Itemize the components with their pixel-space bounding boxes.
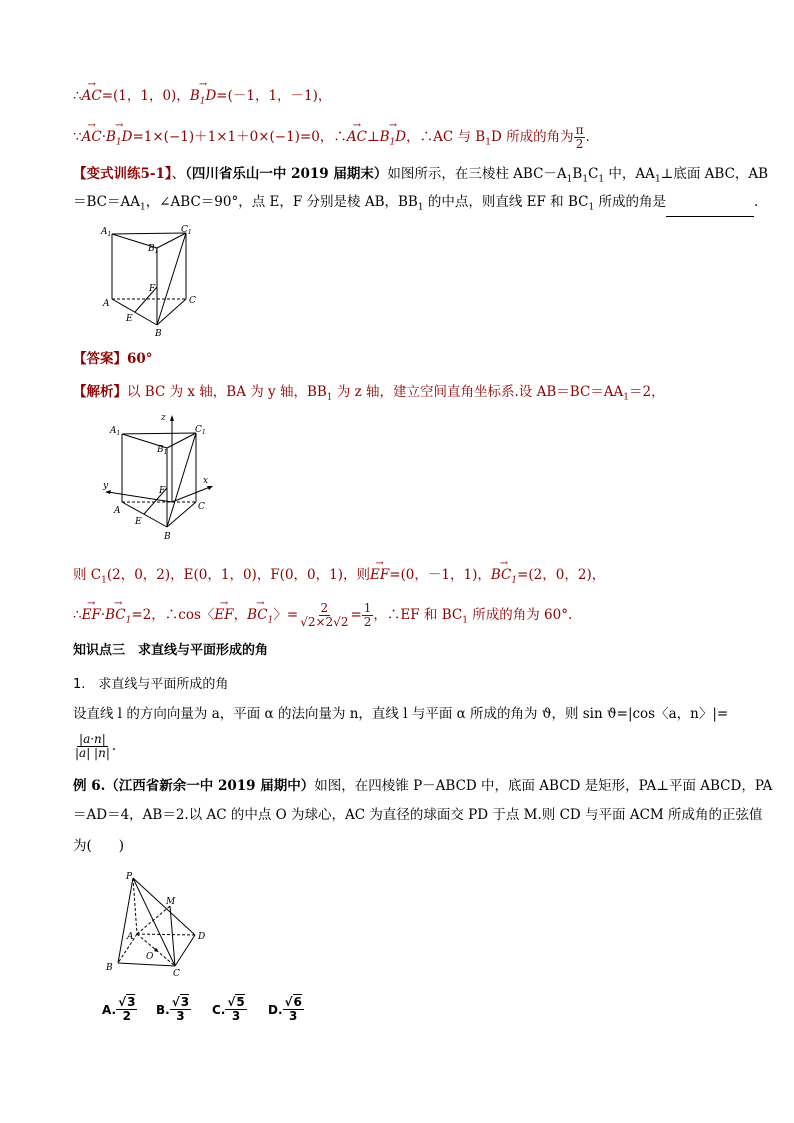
analysis-line: 【解析】以 BC 为 x 轴，BA 为 y 轴，$BB_1$ 为 z 轴，建立空间直角坐标系.设 $AB=BC=AA_1=2$，	[73, 384, 665, 403]
pi-over-2: $\frac{\pi}{2}$	[575, 123, 584, 151]
example-label: 例 6.	[73, 778, 106, 794]
svg-text:F: F	[159, 486, 166, 496]
svg-text:C1: $C_1$	[195, 425, 206, 436]
prism-figure-1	[95, 222, 205, 340]
label-b-pyr: B	[106, 963, 113, 973]
label-p: P	[126, 872, 133, 882]
variant-line-1: 【变式训练5-1】、（四川省乐山一中 2019 届期末）如图所示，在三棱柱 $ABC-A_1B_1C_1$ 中，$AA_1\perp$底面 ABC，AB	[73, 166, 769, 185]
option-b[interactable]: B. $\frac{√3}{3}$	[156, 995, 190, 1023]
cosine-line: ∴→ $EF\cdot\to BC_1=2$，∴cos〈→ EF，→ $BC_1$〉= $\frac{2}{√2\times 2√2}$ = $\frac{1}{2}$ ，∴EF 和 $BC_1$ 所成的角为 60°.	[73, 602, 572, 630]
svg-text:B: B	[164, 532, 171, 542]
vector-line-1: ∴→ AC=(1，1，0)，→ $B_1D=(-1$，1，－1)，	[73, 87, 331, 111]
svg-text:E: E	[135, 517, 142, 527]
option-a[interactable]: A. $\frac{√3}{2}$	[102, 995, 136, 1023]
coordinates-line: 则 $C_1(2$，0，2)，E(0，1，0)，F(0，0，1)，则→ EF=(0，－1，1)，→ $BC_1=(2$，0，2)，	[73, 566, 605, 590]
section-title: 知识点三 求直线与平面形成的角	[73, 643, 269, 658]
svg-text:B1: $B_1$	[157, 445, 168, 456]
label-e: E	[126, 314, 133, 324]
example-line-2: ＝AD＝4，AB＝2.以 AC 的中点 O 为球心，AC 为直径的球面交 PD 于点 M.则 CD 与平面 ACM 所成角的正弦值	[73, 807, 763, 823]
axis-x: x	[203, 476, 209, 486]
svg-text:A: A	[114, 506, 121, 516]
vector-ac: → AC	[82, 87, 102, 105]
label-f: F	[149, 284, 156, 294]
prism-figure-2	[100, 412, 225, 544]
label-c-pyr: C	[173, 969, 180, 979]
label-o-pyr: O	[146, 952, 154, 962]
answer-line	[73, 350, 153, 368]
answer-blank	[666, 204, 754, 217]
label-a1: $A_1$	[101, 227, 112, 238]
example-line-3: 为( )	[73, 838, 125, 854]
label-d-pyr: D	[198, 932, 206, 942]
example-source: （江西省新余一中 2019 届期中）	[105, 778, 315, 794]
pyramid-figure	[100, 868, 215, 980]
axis-y: y	[103, 481, 109, 491]
vector-b1d: → $B_1D$	[190, 87, 216, 111]
label-m: M	[166, 897, 176, 907]
fraction-1-over-2: $\frac{1}{2}$	[363, 601, 372, 629]
definition-line: 设直线 l 的方向向量为 a，平面 α 的法向量为 n，直线 l 与平面 α 所成的角为 ϑ，则 sin ϑ=|cos〈a，n〉|=	[73, 706, 729, 722]
item-1-title: 1. 求直线与平面所成的角	[73, 677, 229, 692]
variant-source: （四川省乐山一中 2019 届期末）	[185, 166, 388, 182]
label-c: C	[189, 296, 196, 306]
label-a: A	[103, 299, 110, 309]
label-b1: $B_1$	[148, 244, 159, 255]
label-c1: $C_1$	[181, 225, 192, 236]
answer-label: 【答案】	[73, 351, 127, 367]
fraction-2-over-root: $\frac{2}{√2\times 2√2}$	[300, 601, 349, 629]
answer-value: 60°	[127, 351, 153, 367]
analysis-label: 【解析】	[73, 384, 127, 400]
dot-product-line: ∵→ $AC\cdot\to B_1D=1\times(-1)+1\times 1+0\times(-1)=0$，∴→ AC⊥→ $B_1D$，∴AC 与 $B_1D$ 所成的角为 $\frac{\pi}{2}$ .	[73, 124, 590, 152]
variant-line-2: $=BC=AA_1$，∠ABC＝90°，点 E，F 分别是棱 AB，$BB_1$ 的中点，则直线 EF 和 $BC_1$ 所成的角是 .	[73, 193, 758, 217]
svg-text:C: C	[198, 502, 205, 512]
option-c[interactable]: C. $\frac{√5}{3}$	[212, 995, 245, 1023]
variant-label: 【变式训练5-1】	[73, 166, 172, 182]
option-d[interactable]: D. $\frac{√6}{3}$	[268, 995, 302, 1023]
svg-text:A1: $A_1$	[110, 426, 121, 437]
label-a-pyr: A	[127, 932, 134, 942]
definition-fraction: $\frac{|a\cdot n|}{|a| |n|}$ .	[75, 732, 117, 760]
label-b: B	[155, 329, 162, 339]
example-line-1: 例 6.（江西省新余一中 2019 届期中）如图，在四棱锥 P－ABCD 中，底面 ABCD 是矩形，PA⊥平面 ABCD，PA	[73, 778, 773, 794]
axis-z: z	[161, 413, 166, 423]
